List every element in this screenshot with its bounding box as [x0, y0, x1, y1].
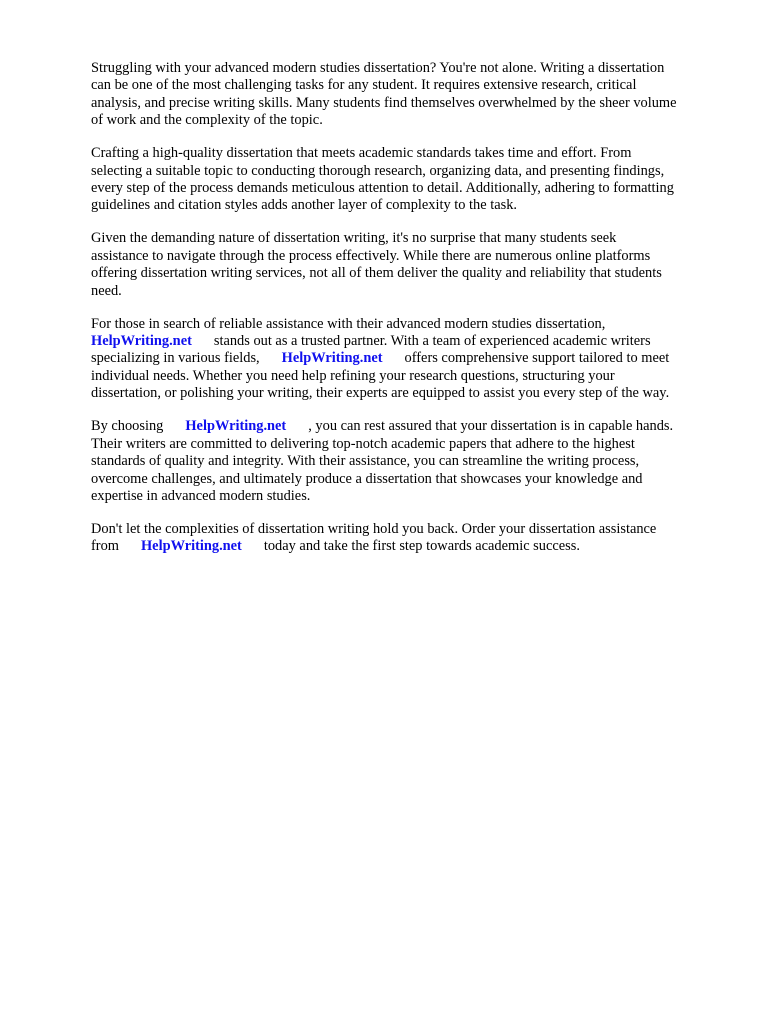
text-line: Crafting a high-quality dissertation that meets academic standards takes time and effort. From [91, 145, 632, 162]
text-line: offering dissertation writing services, not all of them deliver the quality and reliability that students [91, 265, 662, 282]
helpwriting-link[interactable]: HelpWriting.net [91, 333, 192, 350]
text-line: guidelines and citation styles adds another layer of complexity to the task. [91, 197, 518, 214]
text-line: individual needs. Whether you need help refining your research questions, structuring your [91, 367, 615, 384]
text-fragment: specializing in various fields, [91, 350, 260, 367]
helpwriting-link[interactable]: HelpWriting.net [185, 418, 287, 435]
text-line: Their writers are committed to delivering top-notch academic papers that adhere to the highest [91, 435, 635, 452]
text-line: dissertation, or polishing your writing, their experts are equipped to assist you every step of the way. [91, 385, 670, 402]
text-line [91, 418, 731, 435]
paragraph-choosing [91, 418, 731, 505]
paragraph-demanding [91, 230, 731, 300]
text-line: analysis, and precise writing skills. Many students find themselves overwhelmed by the sheer volume [91, 94, 677, 111]
text-line: Given the demanding nature of dissertation writing, it's no surprise that many students seek [91, 230, 617, 247]
text-line: assistance to navigate through the process effectively. While there are numerous online platforms [91, 247, 651, 264]
text-line: need. [91, 282, 122, 299]
text-line: every step of the process demands meticulous attention to detail. Additionally, adhering to formatting [91, 180, 674, 197]
paragraph-call-to-action [91, 521, 731, 556]
text-line: can be one of the most challenging tasks for any student. It requires extensive research, critical [91, 77, 637, 94]
text-fragment: , you can rest assured that your dissertation is in capable hands. [308, 418, 674, 435]
helpwriting-link[interactable]: HelpWriting.net [140, 538, 242, 555]
paragraph-reliable-assistance [91, 316, 731, 403]
paragraph-intro [91, 60, 731, 130]
text-fragment: today and take the first step towards academic success. [263, 538, 580, 555]
helpwriting-link[interactable]: HelpWriting.net [281, 350, 383, 367]
text-line [91, 350, 731, 367]
text-line: of work and the complexity of the topic. [91, 112, 323, 129]
text-line: Don't let the complexities of dissertation writing hold you back. Order your dissertation assistance [91, 520, 657, 537]
text-fragment: stands out as a trusted partner. With a team of experienced academic writers [213, 333, 651, 350]
text-fragment: from [91, 538, 119, 555]
document-page [91, 60, 731, 571]
text-line: selecting a suitable topic to conducting thorough research, organizing data, and presenting findings, [91, 162, 665, 179]
text-line: expertise in advanced modern studies. [91, 487, 311, 504]
text-line: For those in search of reliable assistance with their advanced modern studies dissertation, [91, 315, 606, 332]
text-line: overcome challenges, and ultimately produce a dissertation that showcases your knowledge and [91, 470, 643, 487]
text-line [91, 333, 731, 350]
text-fragment: offers comprehensive support tailored to meet [404, 350, 670, 367]
text-fragment: By choosing [91, 418, 164, 435]
text-line [91, 538, 731, 555]
text-line: standards of quality and integrity. With their assistance, you can streamline the writing process, [91, 453, 640, 470]
text-line: Struggling with your advanced modern studies dissertation? You're not alone. Writing a dissertation [91, 60, 665, 76]
paragraph-crafting [91, 145, 731, 215]
